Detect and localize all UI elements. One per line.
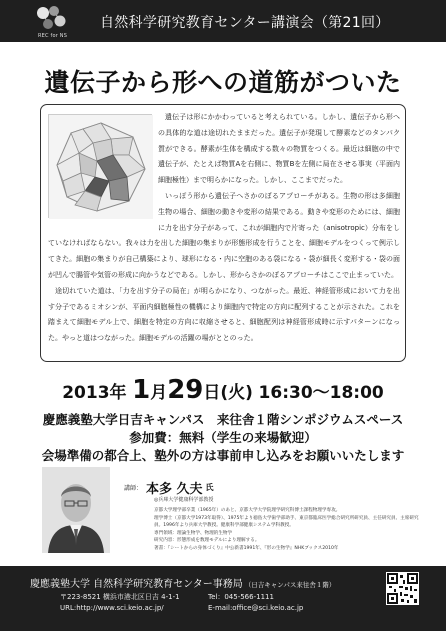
abstract-paragraph: いっぽう形から遺伝子へさかのぼるアプローチがある。生物の形は多細胞生物の場合、細胞の動きや変形の結果である。動きや変形のためには、細胞に力を出す分子があって、これが細胞内で片寄った（anisotropic）分布をしていなければならない。我々は力を出した細胞の集まりが形態形成を行うことを、細胞モデルをつくって例示してきた。細胞の集まりが自己構築により、球形になる・内に空胞のある袋になる・袋が細長く変形する・袋の面が凹んで腸管や気管の形成に向かうなどである。しかし、形からさかのぼるアプローチはここで止まっていた。 — [48, 191, 400, 279]
event-datetime — [0, 375, 446, 405]
footer-band — [0, 566, 446, 631]
bio-line: 専門領域：理論生物学、物理的生物学 — [154, 530, 233, 536]
event-year: 2013 — [62, 383, 110, 403]
event-weekday: (火) — [220, 383, 253, 403]
bio-line: 著書：『シートからの身体づくり』中公新書1991年、『形の生物学』NHKブックス2010年 — [154, 545, 339, 551]
event-day: 29 — [167, 375, 204, 405]
speaker-name: 本多 久夫 — [146, 482, 203, 497]
event-venue: 慶應義塾大学日吉キャンパス 来往舎１階シンポジウムスペース — [42, 412, 404, 427]
speaker-honorific: 氏 — [205, 483, 214, 492]
logo-text: REC for NS — [38, 33, 68, 39]
qr-code-icon — [386, 572, 419, 605]
speaker-heading — [124, 477, 214, 497]
event-month-unit: 月 — [150, 383, 168, 403]
abstract-text — [48, 110, 400, 347]
bio-line: 研究内容：形態形成を数理モデルにより理解する。 — [154, 538, 260, 543]
event-month: 1 — [132, 375, 151, 405]
abstract-paragraph: 遺伝子は形にかかわっていると考えられている。しかし、遺伝子から形への具体的な道は途切れたままだった。遺伝子が発現して酵素などのタンパク質ができる。酵素が生体を構成する数々の物質をつくる。最近は細胞の中で遺伝子が、たとえば物質Aを右側に、物質Bを左側に局在させる事実（平面内細胞極性）まで明らかになった。しかし、ここまでだった。 — [158, 113, 400, 185]
office-name — [30, 575, 335, 590]
event-fee: 参加費：無料（学生の来場歓迎） — [129, 430, 317, 445]
molecule-logo-icon — [32, 3, 72, 33]
speaker-label: 講師： — [124, 485, 143, 492]
office-url-link[interactable]: URL:http://www.sci.keio.ac.jp/ — [60, 604, 164, 612]
bio-line: 理学博士（京都大学1973年取得）、1975年より徳島大学歯学部助手、東京都臨床医学総合研究所研究員、主任研究員、主席研究員。1996年より兵庫大学教授。健康科学部健康システム学科教授。 — [154, 515, 419, 528]
header-band — [0, 0, 446, 42]
event-notice: 会場準備の都合上、塾外の方は事前申し込みをお願いいたします — [41, 448, 405, 463]
series-title: 自然科学研究教育センター講演会（第21回） — [100, 15, 390, 31]
office-location: （日吉キャンパス来往舎１階） — [244, 581, 336, 589]
page-title: 遺伝子から形への道筋がついた — [44, 68, 402, 97]
speaker-photo — [42, 467, 110, 553]
event-day-unit: 日 — [203, 383, 221, 403]
speaker-portrait — [42, 467, 110, 553]
center-logo — [32, 3, 72, 39]
abstract-paragraph: 途切れていた道は、「力を出す分子の局在」が明らかになり、つながった。最近、神経管形成において力を出す分子であるミオシンが、平面内細胞極性の機構により細胞内で特定の方向に配列することが示された。これを踏まえて細胞モデル上で、細胞を特定の方向に収縮させると、細胞配列は神経管形成時に示すパターンになった。やっと道はつながった。細胞モデルの活躍の場がととのった。 — [48, 286, 400, 343]
office-tel: Tel：045-566-1111 — [208, 593, 274, 601]
bio-line: 京都大学理学部卒業（1965年）のあと、京都大学大学院理学研究科博士課程物理学専攻。 — [154, 508, 341, 513]
speaker-affiliation: ◎兵庫大学健康科学部教授 — [154, 497, 214, 503]
event-time: 16:30～18:00 — [258, 383, 384, 403]
event-year-unit: 年 — [109, 383, 127, 403]
office-email-link[interactable]: E-mail:office@sci.keio.ac.jp — [208, 604, 304, 612]
office-address: 〒223-8521 横浜市港北区日吉 4-1-1 — [60, 593, 180, 601]
speaker-bio — [154, 507, 424, 552]
office-title: 慶應義塾大学 自然科学研究教育センター事務局 — [30, 579, 243, 590]
